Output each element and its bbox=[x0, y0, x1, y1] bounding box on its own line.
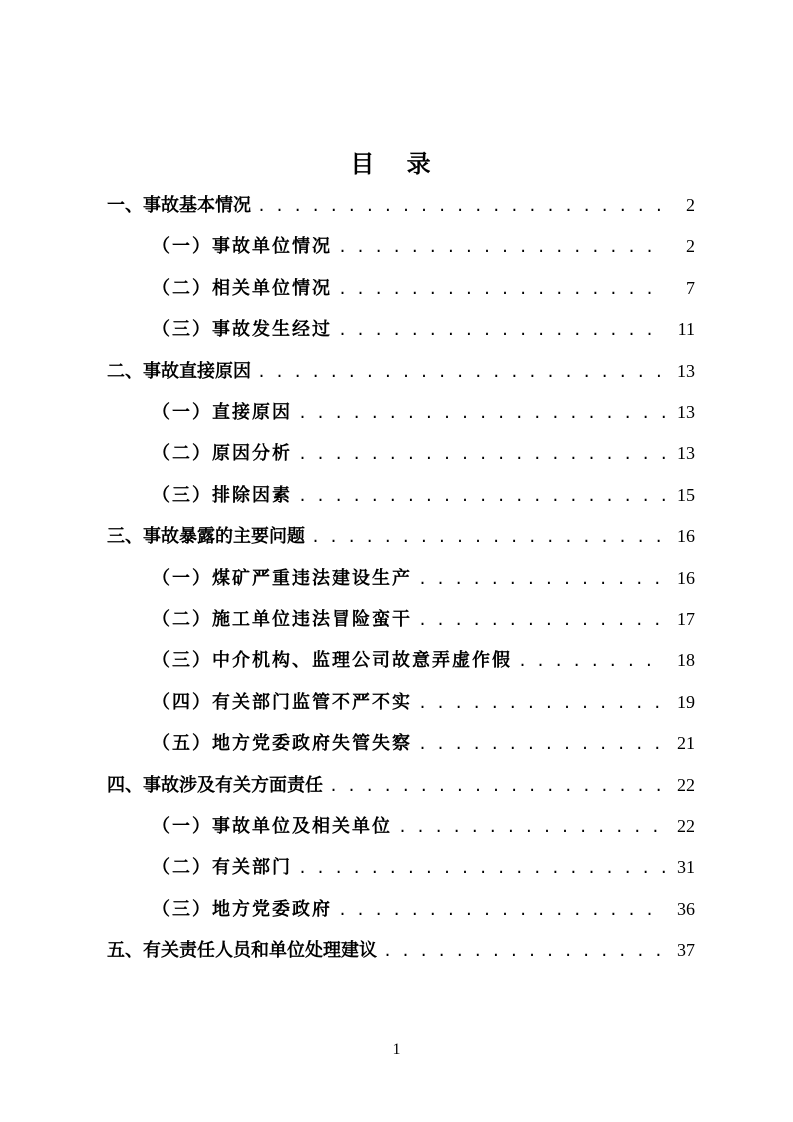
toc-entry-page-number: 21 bbox=[677, 733, 695, 754]
toc-entry-label: 五、有关责任人员和单位处理建议 bbox=[107, 940, 377, 962]
toc-dot-leader bbox=[298, 398, 665, 428]
toc-dot-leader bbox=[338, 274, 665, 304]
toc-entry-label: （二）施工单位违法冒险蛮干 bbox=[152, 609, 412, 630]
toc-title: 目 录 bbox=[350, 150, 443, 178]
toc-entry-page-number: 17 bbox=[677, 609, 695, 629]
toc-section-entry[interactable] bbox=[107, 521, 695, 551]
toc-dot-leader bbox=[383, 936, 665, 966]
toc-entry-label: （一）事故单位及相关单位 bbox=[152, 816, 392, 837]
toc-entry-label: （二）有关部门 bbox=[152, 857, 292, 879]
toc-subsection-entry[interactable] bbox=[152, 314, 695, 344]
toc-entry-label: 二、事故直接原因 bbox=[107, 360, 251, 382]
toc-entry-page-number: 7 bbox=[686, 277, 695, 298]
toc-entry-label: （一）直接原因 bbox=[152, 402, 292, 423]
toc-dot-leader bbox=[418, 688, 665, 718]
toc-subsection-entry[interactable] bbox=[152, 231, 695, 261]
toc-subsection-entry[interactable] bbox=[152, 563, 695, 593]
toc-entry-page-number: 18 bbox=[677, 650, 695, 671]
toc-dot-leader bbox=[418, 564, 665, 594]
toc-entry-label: 三、事故暴露的主要问题 bbox=[107, 526, 305, 548]
toc-subsection-entry[interactable] bbox=[152, 852, 695, 882]
toc-section-entry[interactable] bbox=[107, 356, 695, 386]
toc-subsection-entry[interactable] bbox=[152, 480, 695, 510]
toc-subsection-entry[interactable] bbox=[152, 811, 695, 841]
toc-dot-leader bbox=[398, 812, 665, 842]
toc-dot-leader bbox=[298, 439, 665, 469]
toc-entry-label: （三）排除因素 bbox=[152, 484, 292, 506]
toc-dot-leader bbox=[518, 646, 665, 676]
toc-entry-page-number: 16 bbox=[677, 567, 695, 588]
toc-dot-leader bbox=[418, 729, 665, 759]
toc-dot-leader bbox=[338, 232, 665, 262]
toc-dot-leader bbox=[257, 357, 665, 387]
toc-entry-label: （二）相关单位情况 bbox=[152, 277, 332, 299]
toc-entry-label: 一、事故基本情况 bbox=[107, 195, 251, 216]
toc-entry-page-number: 37 bbox=[677, 940, 695, 961]
toc-subsection-entry[interactable] bbox=[152, 728, 695, 758]
toc-entry-page-number: 13 bbox=[677, 443, 695, 464]
toc-dot-leader bbox=[298, 481, 665, 511]
toc-entry-label: （四）有关部门监管不严不实 bbox=[152, 691, 412, 713]
toc-entry-page-number: 13 bbox=[677, 402, 695, 422]
toc-dot-leader bbox=[338, 315, 665, 345]
toc-subsection-entry[interactable] bbox=[152, 645, 695, 675]
toc-entry-page-number: 16 bbox=[677, 526, 695, 547]
toc-entry-page-number: 22 bbox=[677, 816, 695, 836]
toc-entry-label: （二）原因分析 bbox=[152, 443, 292, 465]
toc-entry-page-number: 19 bbox=[677, 691, 695, 712]
toc-subsection-entry[interactable] bbox=[152, 687, 695, 717]
toc-entry-label: （一）事故单位情况 bbox=[152, 236, 332, 258]
toc-section-entry[interactable] bbox=[107, 935, 695, 965]
toc-entry-label: （三）地方党委政府 bbox=[152, 898, 332, 920]
toc-dot-leader bbox=[298, 853, 665, 883]
toc-entry-label: 四、事故涉及有关方面责任 bbox=[107, 774, 323, 796]
toc-entry-page-number: 13 bbox=[677, 360, 695, 381]
toc-dot-leader bbox=[311, 522, 665, 552]
toc-entry-page-number: 2 bbox=[686, 195, 695, 215]
toc-entry-label: （三）事故发生经过 bbox=[152, 319, 332, 341]
toc-entry-page-number: 2 bbox=[686, 236, 695, 257]
toc-entry-page-number: 15 bbox=[677, 484, 695, 505]
toc-entry-label: （五）地方党委政府失管失察 bbox=[152, 733, 412, 755]
toc-dot-leader bbox=[418, 605, 665, 635]
toc-entry-page-number: 31 bbox=[677, 857, 695, 878]
toc-dot-leader bbox=[329, 771, 665, 801]
toc-section-entry[interactable] bbox=[107, 770, 695, 800]
toc-dot-leader bbox=[338, 895, 665, 925]
toc-subsection-entry[interactable] bbox=[152, 894, 695, 924]
toc-section-entry[interactable] bbox=[107, 190, 695, 220]
toc-entry-page-number: 36 bbox=[677, 898, 695, 919]
toc-dot-leader bbox=[257, 191, 665, 221]
toc-entry-label: （三）中介机构、监理公司故意弄虚作假 bbox=[152, 650, 512, 672]
toc-subsection-entry[interactable] bbox=[152, 438, 695, 468]
toc-subsection-entry[interactable] bbox=[152, 397, 695, 427]
toc-entry-page-number: 22 bbox=[677, 774, 695, 795]
toc-entry-page-number: 11 bbox=[677, 319, 695, 340]
toc-subsection-entry[interactable] bbox=[152, 604, 695, 634]
toc-subsection-entry[interactable] bbox=[152, 273, 695, 303]
page-number: 1 bbox=[392, 1041, 401, 1058]
toc-entry-label: （一）煤矿严重违法建设生产 bbox=[152, 567, 412, 589]
